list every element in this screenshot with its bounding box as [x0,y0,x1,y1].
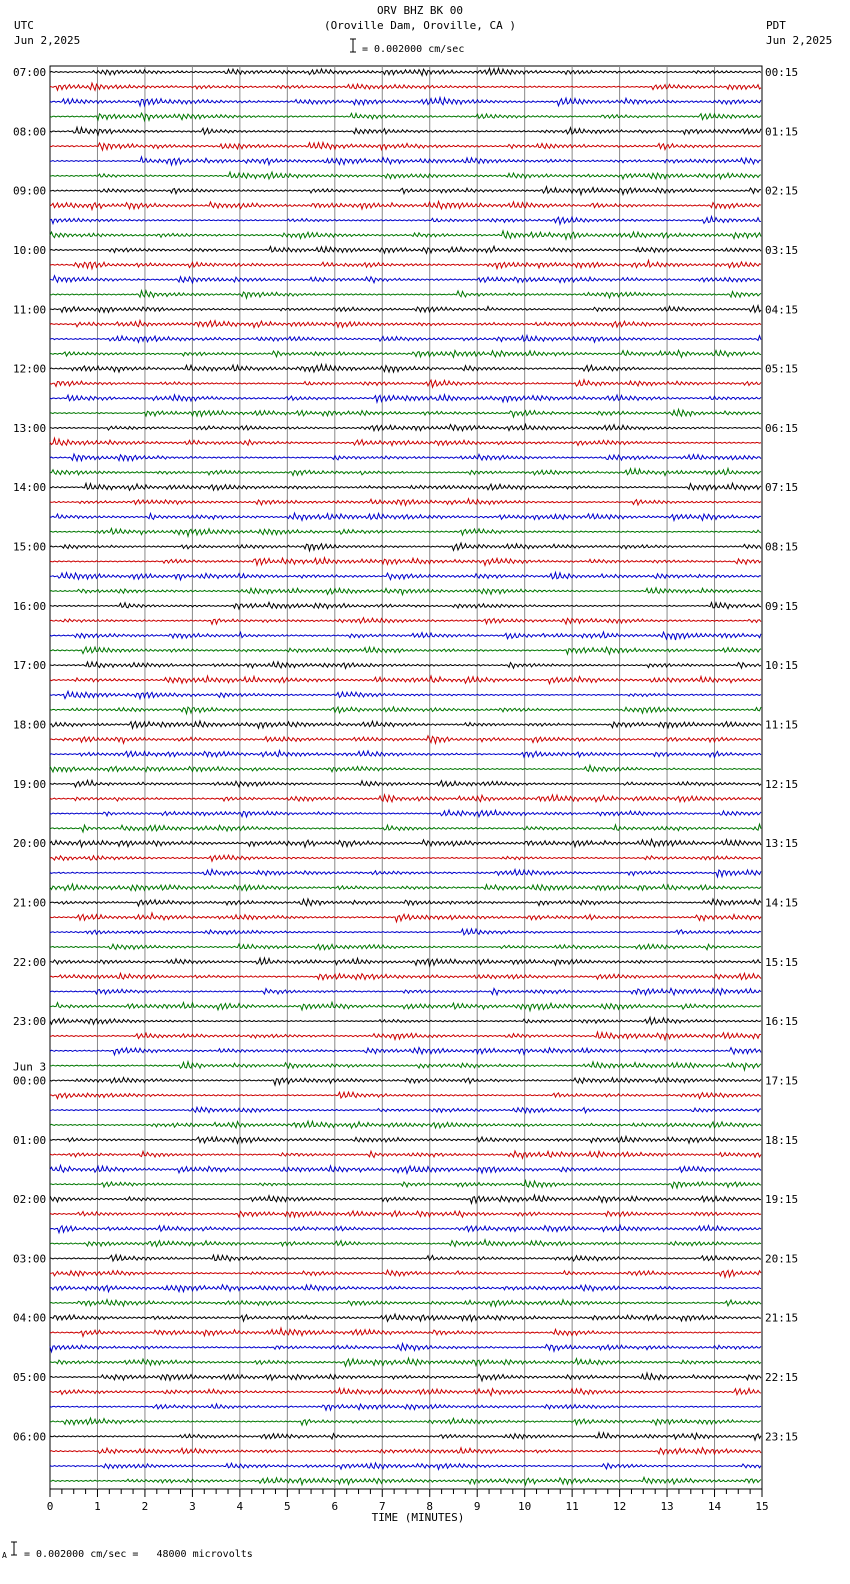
seismic-trace [50,1092,761,1099]
seismic-trace [50,291,761,299]
seismic-trace [50,676,761,684]
pdt-hour-label: 23:15 [765,1430,799,1444]
scale-label: = 0.002000 cm/sec [362,44,465,55]
seismic-trace [50,618,761,625]
seismic-trace [50,1165,761,1173]
utc-hour-label: 17:00 [13,659,47,673]
seismic-trace [50,588,761,595]
x-tick-label: 7 [378,1500,386,1513]
utc-hour-label: 19:00 [13,777,47,791]
seismic-trace [50,839,761,847]
pdt-hour-label: 00:15 [765,66,799,79]
utc-hour-label: 08:00 [13,125,47,139]
seismic-trace [50,1328,761,1336]
seismic-trace [50,83,761,90]
seismic-trace [50,1418,761,1425]
seismic-trace [50,1017,761,1024]
pdt-hour-label: 17:15 [765,1074,799,1088]
x-tick-label: 8 [426,1500,434,1513]
pdt-hour-label: 11:15 [765,718,799,732]
utc-hour-label: 23:00 [13,1015,47,1029]
x-tick-label: 10 [518,1500,532,1513]
seismic-trace [50,855,761,861]
x-tick-label: 12 [612,1500,627,1513]
seismic-trace [50,143,761,151]
seismic-trace [50,958,761,966]
seismic-trace [50,1404,761,1410]
station-location: (Oroville Dam, Oroville, CA ) [323,19,517,32]
seismic-trace [50,973,761,979]
seismic-trace [50,1255,761,1261]
seismic-trace [50,454,761,461]
seismic-trace [50,824,761,832]
x-tick-label: 9 [473,1500,481,1513]
utc-hour-label: 10:00 [13,243,47,257]
chart-title: ORV BHZ BK 00 [376,4,464,17]
seismic-trace [50,217,761,225]
pdt-hour-label: 18:15 [765,1133,799,1147]
seismic-trace [50,944,761,950]
pdt-hour-label: 03:15 [765,243,799,257]
footer-scale-label: = 0.002000 cm/sec = 48000 microvolts [24,1549,253,1560]
utc-hour-label: 06:00 [13,1430,47,1444]
seismic-trace [50,246,761,253]
utc-hour-label: 01:00 [13,1133,47,1147]
x-axis-label: TIME (MINUTES) [371,1511,465,1524]
seismic-trace [50,707,761,714]
x-tick-label: 4 [236,1500,244,1513]
seismic-trace [50,231,761,239]
seismic-trace [50,1048,761,1055]
x-tick-label: 0 [46,1500,54,1513]
seismic-trace [50,1463,761,1470]
seismic-trace [50,201,761,209]
x-tick-label: 3 [189,1500,196,1513]
pdt-hour-label: 19:15 [765,1193,799,1207]
seismic-trace [50,409,761,417]
seismic-trace [50,572,761,579]
utc-hour-label: 14:00 [13,481,47,495]
seismic-trace [50,276,761,283]
seismic-trace [50,780,761,787]
seismic-trace [50,662,761,669]
utc-hour-label: 04:00 [13,1311,47,1325]
seismic-trace [50,691,761,698]
seismic-trace [50,438,761,445]
pdt-hour-label: 04:15 [765,303,799,317]
seismic-trace [50,810,761,817]
seismic-trace [50,1225,761,1233]
seismic-trace [50,884,761,891]
seismic-trace [50,1433,761,1441]
seismic-trace [50,913,761,922]
seismic-trace [50,1448,761,1455]
seismic-trace [50,364,761,372]
seismic-trace [50,647,761,654]
pdt-hour-label: 02:15 [765,184,799,198]
seismic-trace [50,1300,761,1307]
seismic-trace [50,499,761,506]
x-tick-label: 1 [94,1500,101,1513]
seismic-trace [50,558,761,566]
utc-hour-label: 18:00 [13,718,47,732]
x-tick-label: 15 [755,1500,769,1513]
seismic-trace [50,1136,761,1143]
seismic-trace [50,350,761,357]
utc-hour-label: 16:00 [13,599,47,613]
right-timezone: PDT [766,19,786,32]
seismic-trace [50,1002,761,1010]
utc-hour-label: 12:00 [13,362,47,376]
seismic-trace [50,172,761,179]
utc-hour-label: 02:00 [13,1193,47,1207]
seismic-trace [50,1388,761,1395]
pdt-hour-label: 22:15 [765,1371,799,1385]
seismic-trace [50,157,761,165]
seismic-trace [50,721,761,728]
pdt-hour-label: 16:15 [765,1015,799,1029]
utc-hour-label: 15:00 [13,540,47,554]
seismic-trace [50,1195,761,1203]
x-tick-label: 6 [331,1500,339,1513]
seismic-trace [50,736,761,744]
seismic-trace [50,98,761,106]
utc-hour-label: 11:00 [13,303,47,317]
utc-hour-label: 05:00 [13,1371,47,1385]
seismic-trace [50,1344,761,1352]
seismic-trace [50,306,761,313]
seismic-trace [50,1211,761,1217]
utc-hour-label: 13:00 [13,421,47,435]
seismic-trace [50,899,761,906]
seismic-trace [50,1078,761,1086]
pdt-hour-label: 15:15 [765,955,799,969]
seismic-trace [50,380,761,388]
x-tick-label: 14 [707,1500,722,1513]
seismic-trace [50,127,761,135]
seismic-trace [50,468,761,475]
utc-hour-label: 00:00 [13,1074,47,1088]
pdt-hour-label: 06:15 [765,421,799,435]
seismic-trace [50,929,761,935]
right-date: Jun 2,2025 [766,34,833,47]
x-tick-label: 13 [660,1500,674,1513]
seismic-trace [50,1477,761,1485]
seismic-trace [50,68,761,75]
seismic-trace [50,1062,761,1070]
seismic-trace [50,795,761,802]
utc-hour-label: 21:00 [13,896,47,910]
seismic-trace [50,869,761,877]
seismic-trace [50,543,761,551]
seismic-trace [50,1285,761,1292]
x-tick-label: 5 [284,1500,291,1513]
seismic-trace [50,1181,761,1189]
pdt-hour-label: 01:15 [765,125,799,139]
seismic-trace [50,1240,761,1247]
seismic-trace [50,1151,761,1158]
left-date: Jun 2,2025 [14,34,81,47]
pdt-hour-label: 21:15 [765,1311,799,1325]
seismic-trace [50,187,761,195]
seismic-trace [50,1032,761,1040]
seismic-trace [50,602,761,609]
x-tick-label: 11 [565,1500,579,1513]
seismic-trace [50,113,761,121]
pdt-hour-label: 14:15 [765,896,799,910]
pdt-hour-label: 05:15 [765,362,799,376]
seismic-trace [50,1270,761,1277]
seismic-trace [50,395,761,403]
pdt-hour-label: 13:15 [765,837,799,851]
seismic-trace [50,260,761,268]
seismic-trace [50,424,761,431]
utc-hour-label: 20:00 [13,837,47,851]
seismic-trace [50,1373,761,1381]
utc-hour-label: 09:00 [13,184,47,198]
seismic-trace [50,513,761,520]
seismic-trace [50,1107,761,1113]
seismic-trace [50,1314,761,1321]
seismic-trace [50,632,761,640]
seismic-trace [50,1121,761,1128]
seismic-trace [50,528,761,536]
footer-scale-prefix: A [2,1551,7,1560]
seismic-trace [50,1358,761,1366]
left-timezone: UTC [14,19,34,32]
seismic-trace [50,751,761,758]
seismic-trace [50,320,761,327]
utc-hour-label: 22:00 [13,955,47,969]
utc-hour-label: 03:00 [13,1252,47,1266]
pdt-hour-label: 10:15 [765,659,799,673]
seismic-trace [50,988,761,995]
pdt-hour-label: 08:15 [765,540,799,554]
pdt-hour-label: 09:15 [765,599,799,613]
seismic-trace [50,765,761,772]
pdt-hour-label: 20:15 [765,1252,799,1266]
seismic-trace [50,335,761,342]
utc-hour-label: 07:00 [13,66,47,79]
pdt-hour-label: 07:15 [765,481,799,495]
x-tick-label: 2 [141,1500,149,1513]
footer-scale-bar-icon [10,1541,18,1557]
seismic-trace [50,483,761,490]
pdt-hour-label: 12:15 [765,777,799,791]
date-change-label: Jun 3 [13,1060,47,1074]
